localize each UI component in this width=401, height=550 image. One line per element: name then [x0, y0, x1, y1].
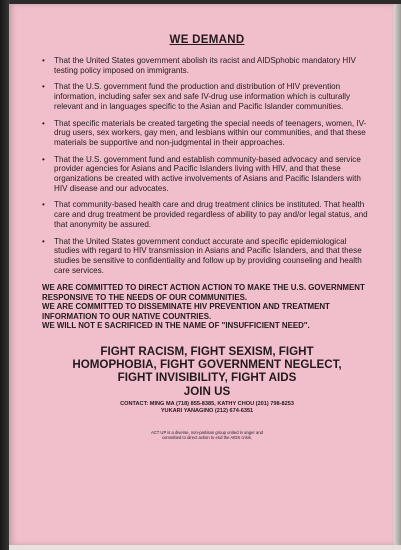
demand-text: That the United States government conduct accurate and specific epidemiological studies with regard to HIV transmission in Asians and Pacific Islanders, and that these studies be sensitive to confidentiality and follow up by providing counseling and health care services. — [54, 236, 362, 275]
demand-item — [42, 155, 372, 194]
bullet-icon: • — [42, 200, 45, 210]
demand-text: That the U.S. government fund the production and distribution of HIV prevention information, including safer sex and safe IV-drug use information which is culturally relevant and in languages specific to the Asian and Pacific Islander communities. — [54, 82, 351, 111]
commitment-line: WE ARE COMMITTED TO DISSEMINATE HIV PREVENTION AND TREATMENT INFORMATION TO OUR NATIVE COUNTRIES. — [42, 302, 330, 321]
demand-text: That community-based health care and drug treatment clinics be instituted. That health care and drug treatment be provided regardless of ability to pay and/or legal status, and that anonymity be assured. — [54, 200, 368, 229]
slogan-line: JOIN US — [183, 384, 231, 398]
bullet-icon: • — [42, 118, 45, 128]
contact-line: YUKARI YANAGINO (212) 674-6351 — [160, 408, 254, 415]
commitment-line: WE ARE COMMITTED TO DIRECT ACTION ACTION TO MAKE THE U.S. GOVERNMENT RESPONSIVE TO THE NEEDS OF OUR COMMUNITIES. — [42, 283, 365, 302]
demand-item — [42, 200, 372, 229]
demand-item — [42, 56, 372, 75]
slogan-block — [42, 345, 372, 398]
demand-item — [42, 82, 372, 111]
commitment-statements — [42, 283, 372, 330]
bullet-icon: • — [42, 56, 45, 65]
contact-info — [42, 401, 372, 416]
page-bottom-edge — [9, 545, 401, 550]
footer-line: committed to direct action to end the AIDS crisis. — [161, 435, 253, 441]
demand-text: That specific materials be created targeting the special needs of teenagers, women, IV-drug users, sex workers, gay men, and lesbians within our communities, and that these materials be supportive and non-judgmental in their approaches. — [54, 118, 367, 147]
demand-text: That the U.S. government fund and establish community-based advocacy and service provider agencies for Asians and Pacific Islanders living with HIV, and that these organizations be created with active involvements of Asians and Pacific Islanders with HIV disease and our advocates. — [54, 154, 361, 193]
contact-line: CONTACT: MING MA (718) 855-8385, KATHY CHOU (201) 798-8253 — [120, 401, 294, 408]
page-title: WE DEMAND — [169, 34, 245, 46]
bullet-icon: • — [42, 236, 45, 246]
bullet-icon: • — [42, 82, 45, 92]
slogan-line: FIGHT INVISIBILITY, FIGHT AIDS — [117, 371, 297, 385]
bullet-icon: • — [42, 154, 45, 164]
commitment-line: WE WILL NOT E SACRIFICED IN THE NAME OF "INSUFFICIENT NEED". — [42, 321, 310, 331]
demands-list — [42, 56, 372, 275]
footer-note — [42, 430, 372, 441]
footer-line: ACT UP is a diverse, non-partisan group united in anger and — [150, 429, 264, 435]
slogan-line: FIGHT RACISM, FIGHT SEXISM, FIGHT — [100, 344, 314, 358]
demand-text: That the United States government abolish its racist and AIDSphobic mandatory HIV testing policy imposed on immigrants. — [54, 56, 356, 75]
demand-item — [42, 237, 372, 276]
page-edge — [394, 4, 401, 545]
demand-item — [42, 119, 372, 148]
slogan-line: HOMOPHOBIA, FIGHT GOVERNMENT NEGLECT, — [72, 358, 342, 372]
flyer-page — [9, 4, 394, 545]
